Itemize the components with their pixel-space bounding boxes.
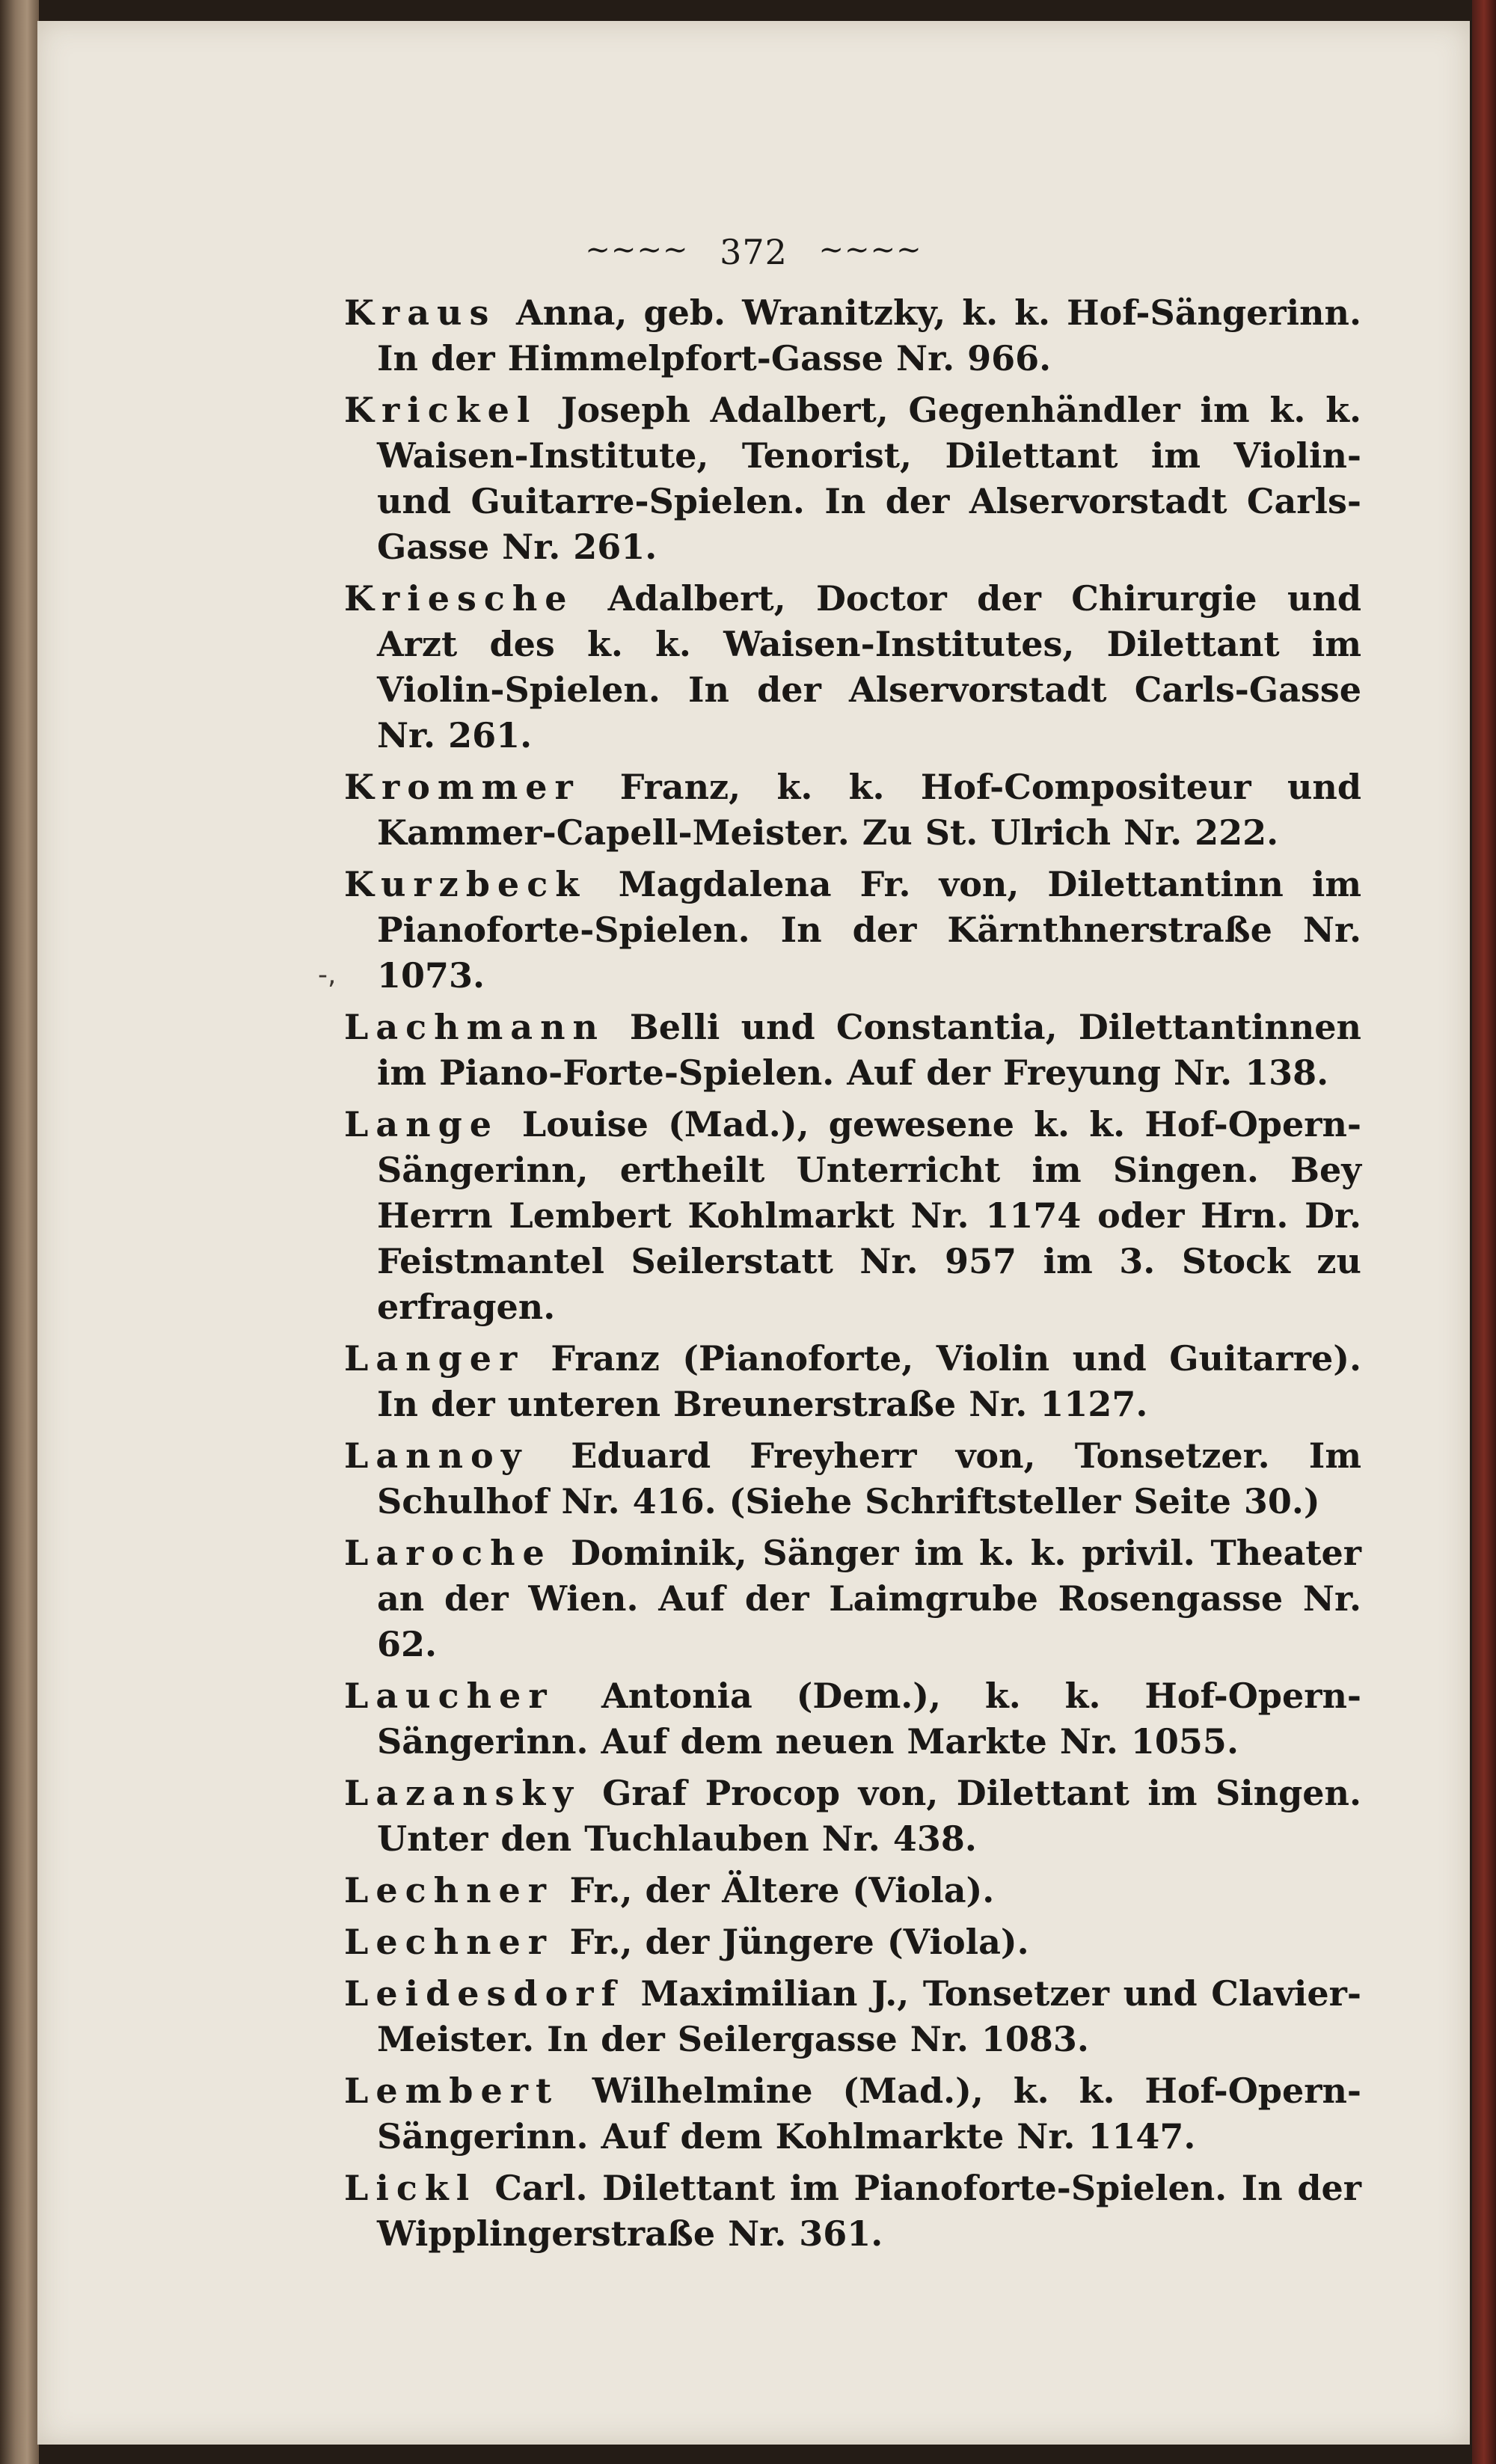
entry-text: Belli und Constantia, Dilettantinnen im Piano-Forte-Spielen. Auf der Freyung Nr. 138.: [377, 1007, 1361, 1093]
entry-text: Eduard Freyherr von, Tonsetzer. Im Schulhof Nr. 416. (Siehe Schriftsteller Seite 30.): [377, 1435, 1361, 1521]
entry-name: Lannoy: [344, 1435, 529, 1476]
entry-text: Maximilian J., Tonsetzer und Clavier-Meister. In der Seilergasse Nr. 1083.: [377, 1973, 1361, 2059]
entry-text: Anna, geb. Wranitzky, k. k. Hof-Sängerinn. In der Himmelpfort-Gasse Nr. 966.: [377, 292, 1361, 379]
entry-text: Graf Procop von, Dilettant im Singen. Unter den Tuchlauben Nr. 438.: [377, 1773, 1361, 1859]
page-header: [37, 232, 1470, 272]
entry-lembert: [344, 2068, 1361, 2160]
margin-mark: -,: [318, 960, 337, 990]
entry-name: Kraus: [344, 292, 497, 333]
entry-name: Langer: [344, 1338, 525, 1379]
entry-lickl: [344, 2166, 1361, 2257]
entry-langer: [344, 1336, 1361, 1427]
page-number: 372: [720, 232, 788, 272]
entry-lachmann: [344, 1005, 1361, 1096]
entry-laroche: [344, 1530, 1361, 1667]
entry-text: Fr., der Ältere (Viola).: [569, 1870, 995, 1910]
entry-text: Fr., der Jüngere (Viola).: [569, 1922, 1029, 1962]
directory-entries: [344, 290, 1361, 2263]
entry-name: Lechner: [344, 1922, 554, 1962]
entry-text: Dominik, Sänger im k. k. privil. Theater an der Wien. Auf der Laimgrube Rosengasse Nr. 62.: [377, 1533, 1362, 1664]
entry-name: Kriesche: [344, 578, 574, 619]
entry-name: Lange: [344, 1104, 500, 1144]
entry-text: Magdalena Fr. von, Dilettantinn im Pianoforte-Spielen. In der Kärnthnerstraße Nr. 1073.: [377, 864, 1362, 996]
entry-krickel: [344, 387, 1361, 570]
entry-name: Lazansky: [344, 1773, 581, 1813]
entry-name: Kurzbeck: [344, 864, 587, 904]
entry-text: Louise (Mad.), gewesene k. k. Hof-Opern-Sängerinn, ertheilt Unterricht im Singen. Bey Herrn Lembert Kohlmarkt Nr. 1174 oder Hrn. Dr. Feistmantel Seilerstatt Nr. 957 im 3. Stock zu erfragen.: [377, 1104, 1361, 1327]
entry-lange: [344, 1102, 1361, 1330]
entry-name: Laroche: [344, 1533, 552, 1573]
book-spine-edge: [0, 0, 39, 2464]
entry-name: Lembert: [344, 2071, 560, 2111]
entry-lannoy: [344, 1433, 1361, 1524]
entry-kraus: [344, 290, 1361, 381]
entry-lechner-elder: [344, 1868, 1361, 1913]
entry-name: Lechner: [344, 1870, 554, 1910]
entry-lechner-younger: [344, 1919, 1361, 1965]
entry-text: Wilhelmine (Mad.), k. k. Hof-Opern-Sängerinn. Auf dem Kohlmarkte Nr. 1147.: [377, 2071, 1362, 2157]
entry-name: Lickl: [344, 2168, 477, 2208]
entry-text: Franz, k. k. Hof-Compositeur und Kammer-Capell-Meister. Zu St. Ulrich Nr. 222.: [377, 767, 1362, 853]
entry-text: Adalbert, Doctor der Chirurgie und Arzt des k. k. Waisen-Institutes, Dilettant im Violin-Spielen. In der Alservorstadt Carls-Gasse Nr. 261.: [377, 578, 1362, 756]
entry-text: Franz (Pianoforte, Violin und Guitarre). In der unteren Breunerstraße Nr. 1127.: [377, 1338, 1361, 1424]
entry-name: Krommer: [344, 767, 580, 807]
entry-lazansky: [344, 1771, 1361, 1862]
ornament-right-icon: ~~~~: [818, 233, 922, 267]
ornament-left-icon: ~~~~: [585, 233, 689, 267]
entry-name: Lachmann: [344, 1007, 605, 1047]
book-cover-edge: [1472, 0, 1496, 2464]
entry-kurzbeck: [344, 862, 1361, 999]
entry-name: Laucher: [344, 1676, 554, 1716]
entry-text: Joseph Adalbert, Gegenhändler im k. k. Waisen-Institute, Tenorist, Dilettant im Violin- und Guitarre-Spielen. In der Alservorstadt Carls-Gasse Nr. 261.: [377, 390, 1361, 567]
entry-name: Leidesdorf: [344, 1973, 624, 2014]
entry-text: Antonia (Dem.), k. k. Hof-Opern-Sängerinn. Auf dem neuen Markte Nr. 1055.: [377, 1676, 1361, 1762]
entry-krommer: [344, 764, 1361, 856]
entry-name: Krickel: [344, 390, 538, 430]
entry-leidesdorf: [344, 1971, 1361, 2062]
entry-laucher: [344, 1673, 1361, 1765]
entry-text: Carl. Dilettant im Pianoforte-Spielen. In der Wipplingerstraße Nr. 361.: [377, 2168, 1361, 2254]
entry-kriesche: [344, 576, 1361, 758]
